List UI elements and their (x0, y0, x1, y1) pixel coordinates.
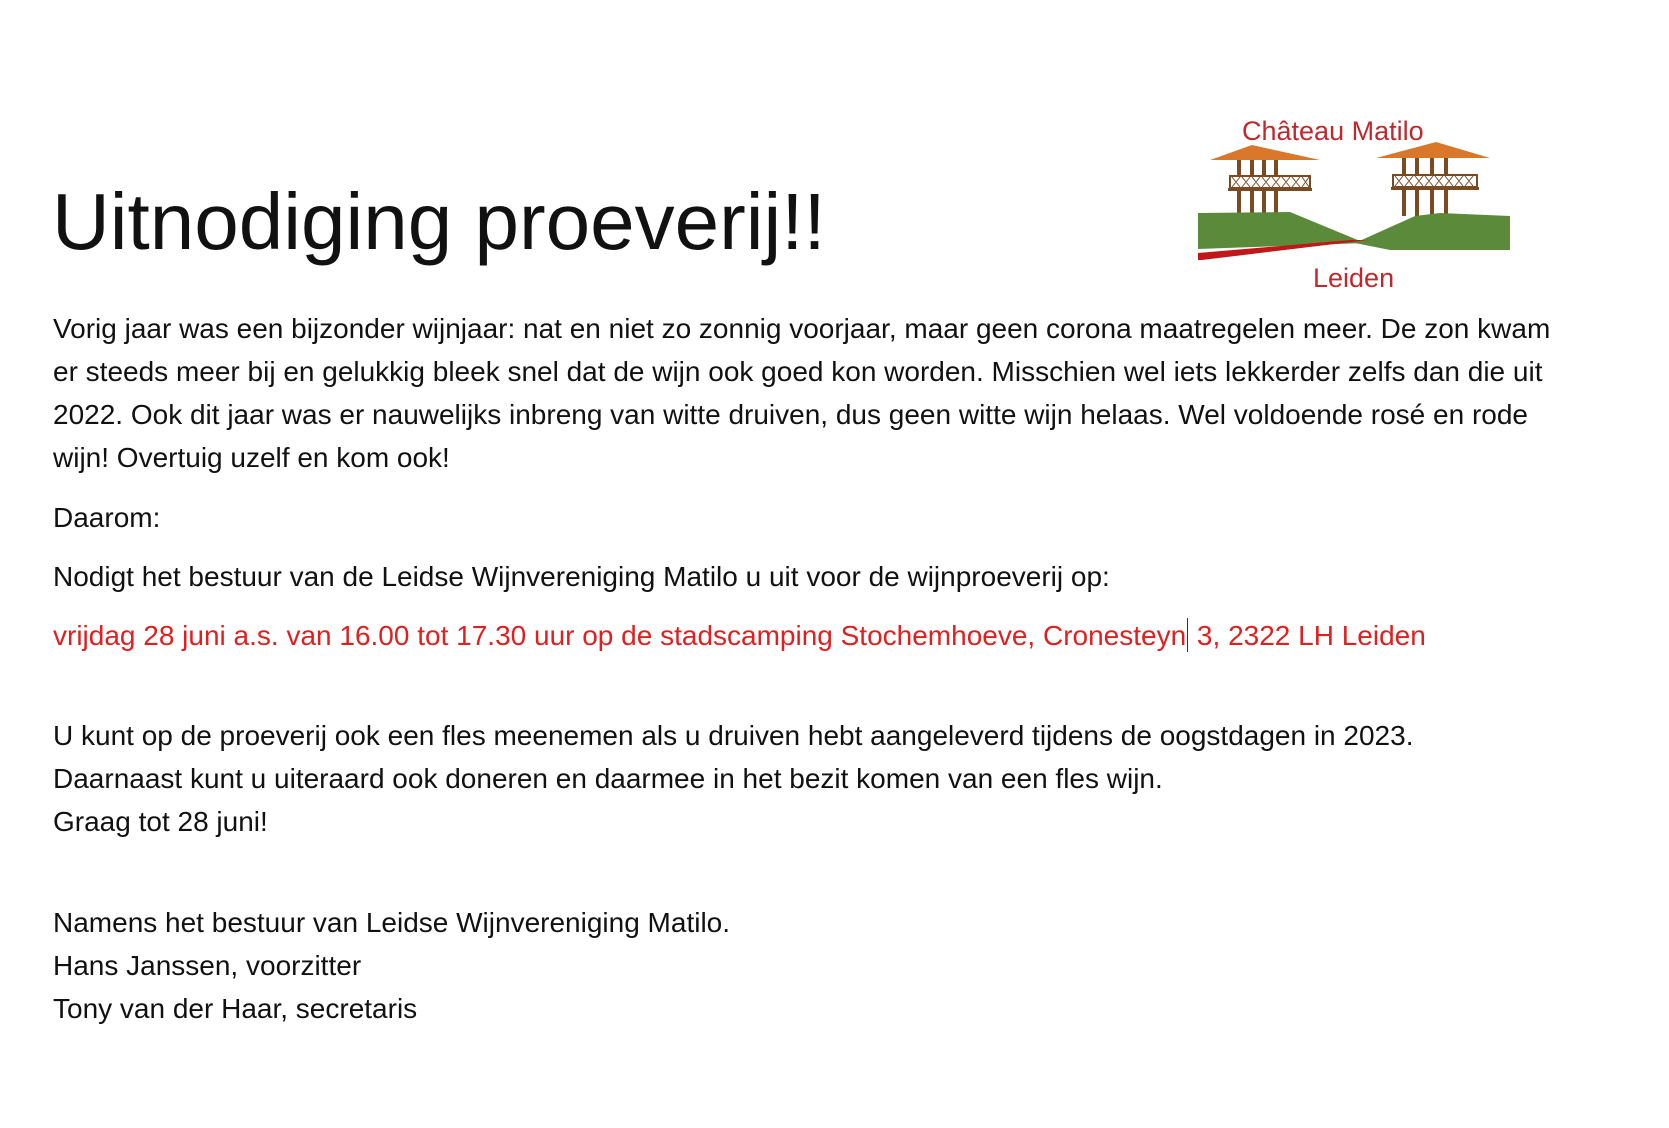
signature-line: Tony van der Haar, secretaris (53, 993, 418, 1024)
right-hill (1355, 213, 1510, 250)
daarom-line: Daarom: (53, 502, 161, 533)
event-details-end: 3, 2322 LH Leiden (1189, 620, 1426, 651)
chateau-matilo-logo (1190, 116, 1530, 298)
left-tower-deck (1228, 188, 1312, 191)
info-line: U kunt op de proeverij ook een fles meenemen als u druiven hebt aangeleverd tijdens de oogstdagen in 2023. (53, 720, 1414, 751)
intro-paragraph: Vorig jaar was een bijzonder wijnjaar: nat en niet zo zonnig voorjaar, maar geen corona maatregelen meer. De zon kwam er steeds meer bij en gelukkig bleek snel dat de wijn ook goed kon worden. Misschien wel iets lekkerder zelfs dan die uit 2022. Ook dit jaar was er nauwelijks inbreng van witte druiven, dus geen witte wijn helaas. Wel voldoende rosé en rode wijn! Overtuig uzelf en kom ook! (53, 313, 1551, 473)
event-details (53, 614, 1573, 657)
event-details-start: vrijdag 28 juni a.s. van 16.00 tot 17.30 uur op de stadscamping Stochemhoeve, Cronesteyn (53, 620, 1187, 651)
logo-city: Leiden (1313, 263, 1395, 293)
left-tower-roof (1210, 145, 1320, 160)
info-line: Graag tot 28 juni! (53, 806, 268, 837)
document-title: Uitnodiging proeverij!! (52, 177, 826, 266)
signature-block (53, 901, 1573, 1030)
signature-line: Namens het bestuur van Leidse Wijnvereniging Matilo. (53, 907, 731, 938)
logo-name: Château Matilo (1242, 116, 1424, 146)
info-line: Daarnaast kunt u uiteraard ook doneren en daarmee in het bezit komen van een fles wijn. (53, 763, 1163, 794)
info-paragraph (53, 714, 1573, 843)
right-tower-deck (1391, 187, 1479, 190)
invitation-line: Nodigt het bestuur van de Leidse Wijnvereniging Matilo u uit voor de wijnproeverij op: (53, 561, 1110, 592)
left-hill (1198, 212, 1365, 249)
signature-line: Hans Janssen, voorzitter (53, 950, 362, 981)
text-cursor (1187, 618, 1188, 652)
